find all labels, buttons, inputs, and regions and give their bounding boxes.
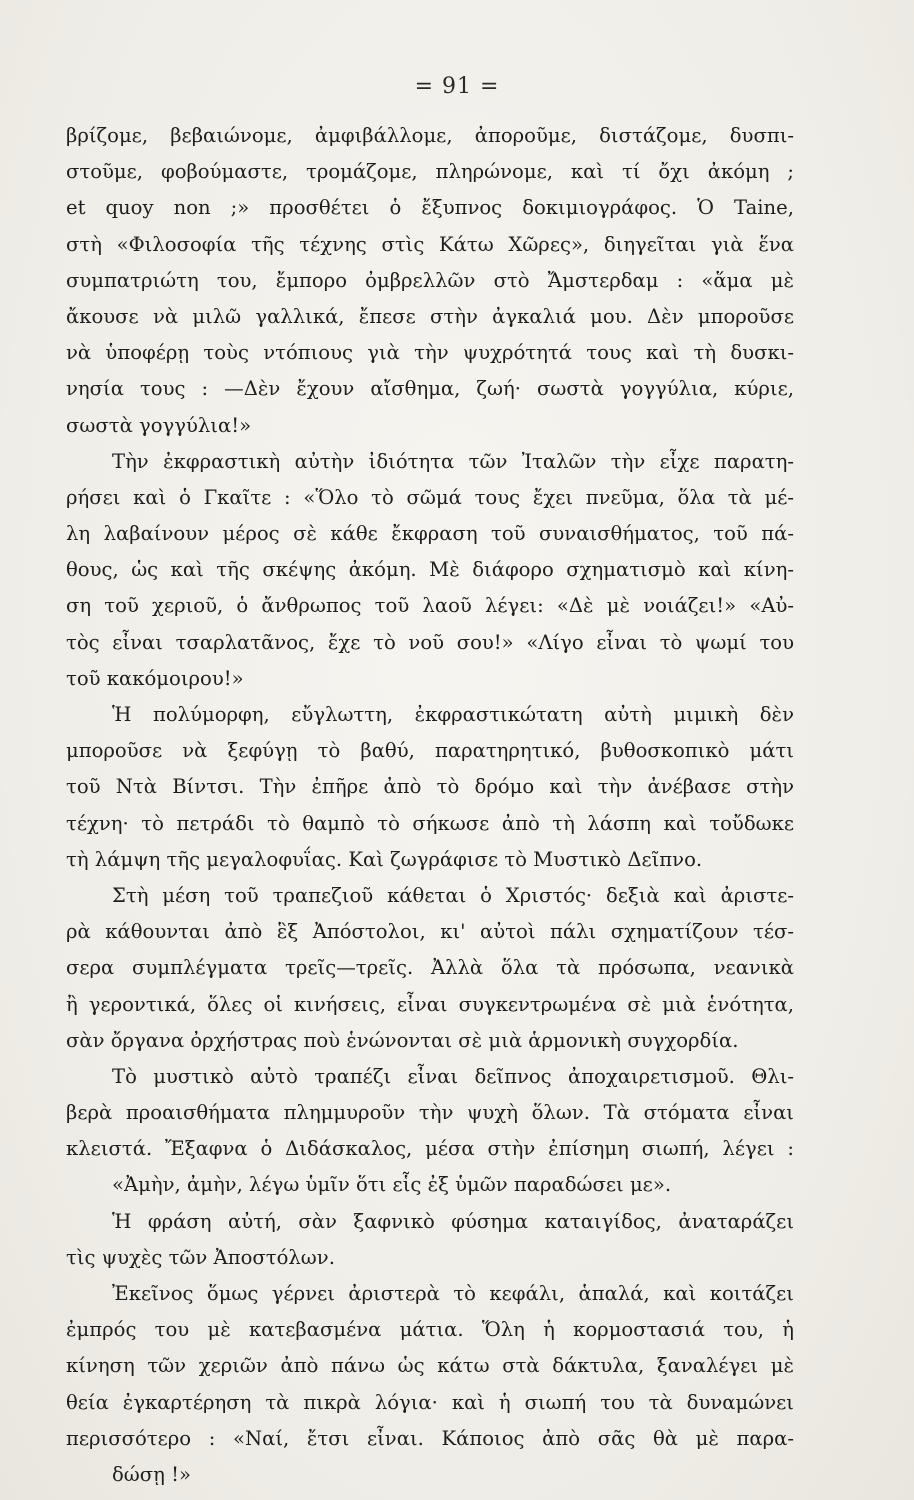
text-line: Ἡ πολύμορφη, εὔγλωττη, ἐκφραστικώτατη αὐτὴ μιμικὴ δὲν bbox=[112, 703, 794, 726]
text-line: σὰν ὄργανα ὀρχήστρας ποὺ ἑνώνονται σὲ μιὰ ἁρμονικὴ συγχορδία. bbox=[66, 1028, 739, 1052]
text-line: στὴ «Φιλοσοφία τῆς τέχνης στὶς Κάτω Χῶρες», διηγεῖται γιὰ ἕνα bbox=[66, 232, 794, 256]
text-line: τέχνη· τὸ πετράδι τὸ θαμπὸ τὸ σήκωσε ἀπὸ τὴ λάσπη καὶ τοὔδωκε bbox=[66, 811, 794, 835]
text-line: βερὰ προαισθήματα πλημμυροῦν τὴν ψυχὴ ὅλων. Τὰ στόματα εἶναι bbox=[66, 1101, 794, 1125]
text-line: τὸς εἶναι τσαρλατᾶνος, ἔχε τὸ νοῦ σου!» «Λίγο εἶναι τὸ ψωμί του bbox=[66, 630, 794, 654]
text-line: Ἡ φράση αὐτή, σὰν ξαφνικὸ φύσημα καταιγίδος, ἀναταράζει bbox=[112, 1209, 794, 1233]
text-line: κλειστά. Ἔξαφνα ὁ Διδάσκαλος, μέσα στὴν ἐπίσημη σιωπή, λέγει : bbox=[66, 1137, 794, 1161]
text-line: βρίζομε, βεβαιώνομε, ἀμφιβάλλομε, ἀποροῦμε, διστάζομε, δυσπι- bbox=[66, 124, 794, 147]
text-line: θεία ἐγκαρτέρηση τὰ πικρὰ λόγια· καὶ ἡ σιωπή του τὰ δυναμώνει bbox=[66, 1390, 794, 1414]
text-line: νησία τους : —Δὲν ἔχουν αἴσθημα, ζωή· σωστὰ γογγύλια, κύριε, bbox=[66, 377, 794, 401]
body-text bbox=[66, 118, 794, 1493]
text-line: Στὴ μέση τοῦ τραπεζιοῦ κάθεται ὁ Χριστός· δεξιὰ καὶ ἀριστε- bbox=[112, 883, 794, 907]
text-line: τοῦ κακόμοιρου!» bbox=[66, 666, 244, 690]
text-line: ρὰ κάθουνται ἀπὸ ἓξ Ἀπόστολοι, κι' αὐτοὶ πάλι σχηματίζουν τέσ- bbox=[66, 920, 794, 944]
text-line: μποροῦσε νὰ ξεφύγῃ τὸ βαθύ, παρατηρητικό, βυθοσκοπικὸ μάτι bbox=[66, 739, 794, 763]
text-line: λη λαβαίνουν μέρος σὲ κάθε ἔκφραση τοῦ συναισθήματος, τοῦ πά- bbox=[66, 522, 794, 546]
text-line: ἐμπρός του μὲ κατεβασμένα μάτια. Ὅλη ἡ κορμοστασιά του, ἡ bbox=[66, 1318, 794, 1342]
text-line: κίνηση τῶν χεριῶν ἀπὸ πάνω ὡς κάτω στὰ δάκτυλα, ξαναλέγει μὲ bbox=[66, 1354, 794, 1378]
text-line: et quoy non ;» προσθέτει ὁ ἔξυπνος δοκιμιογράφος. Ὁ Taine, bbox=[66, 196, 794, 220]
text-line: τὶς ψυχὲς τῶν Ἀποστόλων. bbox=[66, 1245, 335, 1269]
text-line: ἢ γεροντικά, ὅλες οἱ κινήσεις, εἶναι συγκεντρωμένα σὲ μιὰ ἑνότητα, bbox=[66, 992, 794, 1016]
text-line: στοῦμε, φοβούμαστε, τρομάζομε, πληρώνομε, καὶ τί ὄχι ἀκόμη ; bbox=[66, 160, 794, 184]
text-line: Ἐκεῖνος ὅμως γέρνει ἀριστερὰ τὸ κεφάλι, ἁπαλά, καὶ κοιτάζει bbox=[112, 1282, 794, 1305]
text-line: σερα συμπλέγματα τρεῖς—τρεῖς. Ἀλλὰ ὅλα τὰ πρόσωπα, νεανικὰ bbox=[66, 956, 794, 980]
text-line: τοῦ Ντὰ Βίντσι. Τὴν ἐπῆρε ἀπὸ τὸ δρόμο καὶ τὴν ἀνέβασε στὴν bbox=[66, 775, 794, 799]
text-line: ἄκουσε νὰ μιλῶ γαλλικά, ἔπεσε στὴν ἀγκαλιά μου. Δὲν μποροῦσε bbox=[66, 304, 794, 328]
text-line: ση τοῦ χεριοῦ, ὁ ἄνθρωπος τοῦ λαοῦ λέγει: «Δὲ μὲ νοιάζει!» «Αὐ- bbox=[66, 594, 794, 618]
text-line: θους, ὡς καὶ τῆς σκέψης ἀκόμη. Μὲ διάφορο σχηματισμὸ καὶ κίνη- bbox=[66, 558, 794, 582]
text-line: «Ἀμὴν, ἀμὴν, λέγω ὑμῖν ὅτι εἷς ἐξ ὑμῶν παραδώσει με». bbox=[112, 1173, 672, 1197]
text-line: δώσῃ !» bbox=[112, 1462, 191, 1486]
text-line: Τὸ μυστικὸ αὐτὸ τραπέζι εἶναι δεῖπνος ἀποχαιρετισμοῦ. Θλι- bbox=[112, 1064, 794, 1088]
page-number: = 91 = bbox=[414, 74, 500, 99]
text-line: συμπατριώτη του, ἔμπορο ὀμβρελλῶν στὸ Ἄμστερδαμ : «ἅμα μὲ bbox=[66, 268, 794, 292]
text-line: νὰ ὑποφέρῃ τοὺς ντόπιους γιὰ τὴν ψυχρότητά τους καὶ τὴ δυσκι- bbox=[66, 341, 794, 365]
text-line: περισσότερο : «Ναί, ἔτσι εἶναι. Κάποιος ἀπὸ σᾶς θὰ μὲ παρα- bbox=[66, 1426, 794, 1450]
text-line: τὴ λάμψη τῆς μεγαλοφυΐας. Καὶ ζωγράφισε τὸ Μυστικὸ Δεῖπνο. bbox=[66, 847, 703, 871]
text-line: Τὴν ἐκφραστικὴ αὐτὴν ἰδιότητα τῶν Ἰταλῶν τὴν εἶχε παρατη- bbox=[112, 449, 794, 473]
text-line: σωστὰ γογγύλια!» bbox=[66, 413, 252, 437]
text-line: ρήσει καὶ ὁ Γκαῖτε : «Ὅλο τὸ σῶμά τους ἔχει πνεῦμα, ὅλα τὰ μέ- bbox=[66, 485, 794, 509]
